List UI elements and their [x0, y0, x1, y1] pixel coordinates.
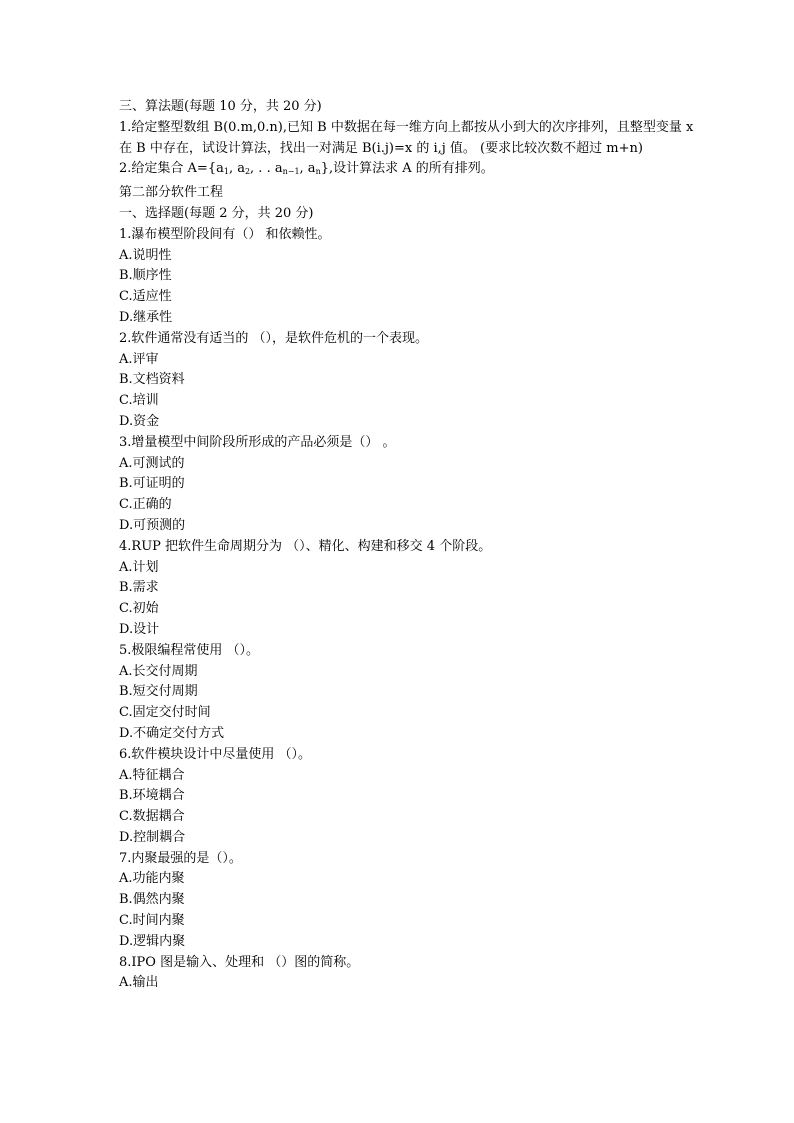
subscript: 2: [244, 167, 251, 177]
question-option: A.长交付周期: [119, 663, 198, 679]
question-option: D.继承性: [119, 309, 173, 325]
question-stem: 3.增量模型中间阶段所形成的产品必须是（） 。: [119, 434, 396, 450]
question-option: D.设计: [119, 621, 160, 637]
question-stem: 7.内聚最强的是（）。: [119, 850, 242, 866]
question-stem: 5.极限编程常使用 （）。: [119, 642, 260, 658]
q2-text-sep: , a: [228, 161, 245, 177]
question-option: B.短交付周期: [119, 684, 198, 700]
question-option: C.正确的: [119, 497, 172, 513]
algorithm-section-heading: 三、算法题(每题 10 分，共 20 分): [119, 99, 322, 114]
question-option: D.逻辑内聚: [119, 933, 186, 949]
question-option: C.数据耦合: [119, 809, 185, 825]
q2-text-prefix: 2.给定集合 A={a: [119, 161, 224, 177]
question-option: B.环境耦合: [119, 788, 185, 804]
question-list: [119, 225, 699, 994]
question-stem: 1.瀑布模型阶段间有（） 和依赖性。: [119, 226, 331, 242]
question-option: B.需求: [119, 580, 159, 596]
question-option: B.偶然内聚: [119, 892, 185, 908]
question-option: C.适应性: [119, 289, 172, 305]
question-option: A.计划: [119, 559, 159, 575]
question-option: A.说明性: [119, 247, 172, 263]
subscript: n−1: [282, 167, 300, 177]
document-page: [119, 97, 699, 994]
question-option: C.时间内聚: [119, 913, 185, 929]
choice-section-heading: 一、选择题(每题 2 分，共 20 分): [119, 205, 314, 221]
part-two-title: 第二部分软件工程: [119, 185, 224, 201]
subscript: n: [315, 167, 321, 177]
question-option: A.特征耦合: [119, 767, 185, 783]
algorithm-question-2: [119, 159, 699, 183]
q2-text-sep: , . . a: [250, 161, 283, 177]
question-option: D.控制耦合: [119, 829, 186, 845]
question-stem: 8.IPO 图是输入、处理和 （）图的简称。: [119, 954, 360, 970]
question-option: C.固定交付时间: [119, 705, 211, 721]
question-option: A.输出: [119, 975, 159, 991]
question-option: B.文档资料: [119, 372, 185, 388]
question-option: A.功能内聚: [119, 871, 185, 887]
q2-text-suffix: },设计算法求 A 的所有排列。: [320, 161, 494, 177]
q2-text-sep: , a: [299, 161, 316, 177]
question-option: A.评审: [119, 351, 159, 367]
question-option: C.初始: [119, 601, 159, 617]
question-option: D.可预测的: [119, 517, 186, 533]
question-stem: 6.软件模块设计中尽量使用 （）。: [119, 746, 312, 762]
question-option: A.可测试的: [119, 455, 185, 471]
subscript: 1: [223, 167, 229, 177]
question-option: D.资金: [119, 413, 160, 429]
question-stem: 4.RUP 把软件生命周期分为 （）、精化、构建和移交 4 个阶段。: [119, 538, 492, 554]
question-option: D.不确定交付方式: [119, 725, 225, 741]
question-option: B.顺序性: [119, 268, 172, 284]
question-option: C.培训: [119, 393, 159, 409]
question-stem: 2.软件通常没有适当的 （），是软件危机的一个表现。: [119, 330, 429, 346]
question-option: B.可证明的: [119, 476, 185, 492]
algorithm-question-1: 1.给定整型数组 B(0.m,0.n),已知 B 中数据在每一维方向上都按从小到大的次序排列，且整型变量 x 在 B 中存在，试设计算法，找出一对满足 B(i.j)=x 的 i,j 值。 (要求比较次数不超过 m+n): [119, 119, 694, 156]
